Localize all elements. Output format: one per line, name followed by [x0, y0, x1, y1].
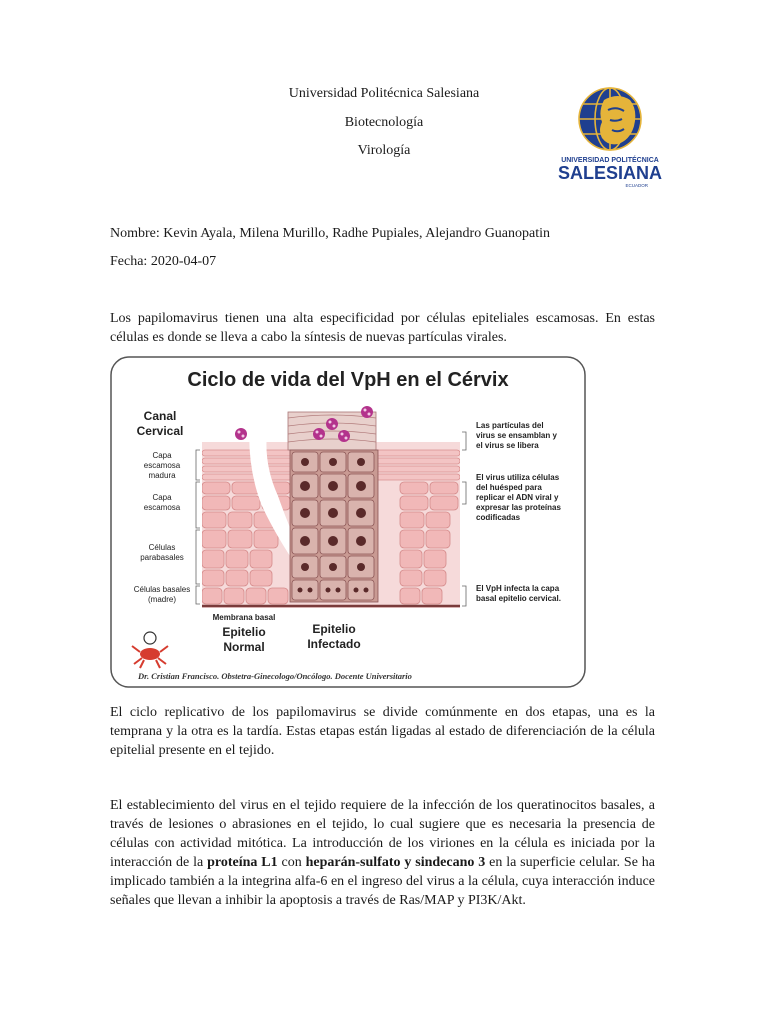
heparan-sulfate: heparán-sulfato y sindecano 3	[305, 855, 486, 870]
label-r3b: basal epitelio cervical.	[476, 594, 561, 603]
hpv-lifecycle-diagram	[110, 356, 586, 688]
label-infect-2: Infectado	[307, 637, 361, 651]
label-normal-1: Epitelio	[222, 625, 266, 639]
label-para-1: Células	[148, 543, 176, 552]
protein-l1: proteína L1	[207, 855, 278, 870]
diagram-credit: Dr. Cristian Francisco. Obstetra-Ginecologo/Oncólogo. Docente Universitario	[138, 671, 412, 681]
paragraph-3-part-a: El establecimiento del virus en el tejido requiere de la infección de los queratinocitos basales, a través de lesiones o abrasiones en el tejido, lo cual sugiere que es necesaria la presencia de células con actividad mitótica. La introducción de los viriones en la célula es iniciada por la interacción de la	[110, 798, 655, 870]
label-r2b: del huésped para	[476, 483, 542, 492]
label-r2a: El virus utiliza células	[476, 473, 560, 482]
label-basales-1: Células basales	[133, 585, 191, 594]
label-madura-3: madura	[148, 471, 176, 480]
paragraph-1: Los papilomavirus tienen una alta especificidad por células epiteliales escamosas. En estas células es donde se lleva a cabo la síntesis de nuevas partículas virales.	[110, 311, 655, 345]
label-basales-2: (madre)	[147, 595, 177, 604]
university-logo	[558, 86, 662, 190]
diagram-title: Ciclo de vida del VpH en el Cérvix	[187, 369, 509, 391]
label-infect-1: Epitelio	[312, 622, 356, 636]
label-para-2: parabasales	[140, 553, 184, 562]
label-r3a: El VpH infecta la capa	[476, 584, 560, 593]
label-escamosa-2: escamosa	[143, 503, 181, 512]
label-r1b: virus se ensamblan y	[476, 431, 557, 440]
label-r2e: codificadas	[476, 513, 521, 522]
label-membrana: Membrana basal	[212, 613, 276, 622]
names-line: Nombre: Kevin Ayala, Milena Murillo, Radhe Pupiales, Alejandro Guanopatin	[110, 226, 551, 241]
logo-line1: UNIVERSIDAD POLITÉCNICA	[561, 157, 659, 164]
university-name: Universidad Politécnica Salesiana	[288, 86, 480, 101]
paragraph-3-part-c: con	[277, 855, 306, 870]
label-madura-1: Capa	[152, 451, 172, 460]
subject-name: Virología	[357, 143, 411, 158]
label-canal-1: Canal	[143, 409, 177, 423]
logo-line2: SALESIANA	[558, 163, 662, 183]
career-name: Biotecnología	[344, 115, 424, 130]
label-madura-2: escamosa	[143, 461, 181, 470]
label-r1c: el virus se libera	[476, 441, 539, 450]
label-r2c: replicar el ADN viral y	[476, 493, 559, 502]
paragraph-3	[110, 796, 655, 910]
label-r1a: Las partículas del	[476, 421, 544, 430]
logo-line3: ECUADOR	[625, 183, 648, 188]
paragraph-2: El ciclo replicativo de los papilomavirus se divide comúnmente en dos etapas, una es la temprana y la otra es la tardía. Estas etapas están ligadas al estado de diferenciación de la célula epitelial presente en el tejido.	[110, 705, 655, 758]
label-canal-2: Cervical	[136, 424, 184, 438]
infected-epithelium	[288, 412, 378, 602]
label-escamosa-1: Capa	[152, 493, 172, 502]
label-normal-2: Normal	[223, 640, 265, 654]
label-r2d: expresar las proteínas	[476, 503, 561, 512]
date-line: Fecha: 2020-04-07	[110, 254, 217, 269]
paragraph-3-part-e: en la superficie celular. Se ha implicado también a la integrina alfa-6 en el ingreso del virus a la célula, cuya interacción induce señales que llevan a inhibir la apoptosis a través de Ras/MAP y PI3K/Akt.	[110, 855, 656, 908]
